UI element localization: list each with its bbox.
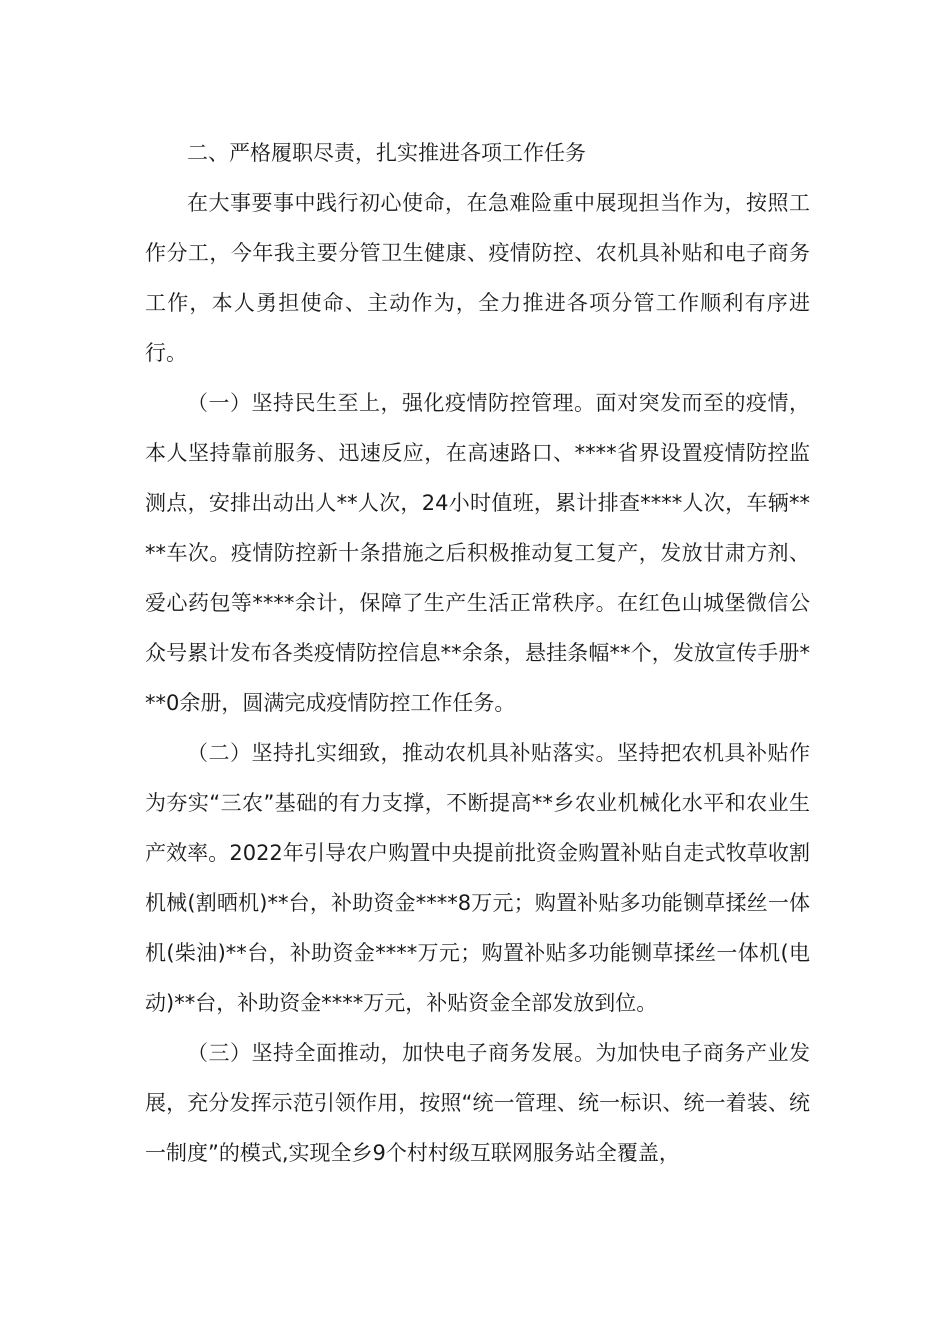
paragraph-epidemic-control: （一）坚持民生至上，强化疫情防控管理。面对突发而至的疫情，本人坚持靠前服务、迅速反应，在高速路口、****省界设置疫情防控监测点，安排出动出人**人次，24小时值班，累计排查****人次，车辆****车次。疫情防控新十条措施之后积极推动复工复产，发放甘肃方剂、爱心药包等****余计，保障了生产生活正常秩序。在红色山城堡微信公众号累计发布各类疫情防控信息**余条，悬挂条幅**个，发放宣传手册***0余册，圆满完成疫情防控工作任务。 [145,391,810,715]
paragraph-e-commerce: （三）坚持全面推动，加快电子商务发展。为加快电子商务产业发展，充分发挥示范引领作用，按照“统一管理、统一标识、统一着装、统一制度”的模式,实现全乡9个村村级互联网服务站全覆盖， [145,1041,810,1165]
paragraph-farm-machinery-subsidy: （二）坚持扎实细致，推动农机具补贴落实。坚持把农机具补贴作为夯实“三农”基础的有力支撑，不断提高**乡农业机械化水平和农业生产效率。2022年引导农户购置中央提前批资金购置补贴自走式牧草收割机械(割晒机)**台，补助资金****8万元；购置补贴多功能铡草揉丝一体机(柴油)**台，补助资金****万元；购置补贴多功能铡草揉丝一体机(电动)**台，补助资金****万元，补贴资金全部发放到位。 [145,741,810,1015]
document-body [145,128,810,1178]
section-heading: 二、严格履职尽责，扎实推进各项工作任务 [187,141,586,165]
paragraph-intro: 在大事要事中践行初心使命，在急难险重中展现担当作为，按照工作分工，今年我主要分管卫生健康、疫情防控、农机具补贴和电子商务工作，本人勇担使命、主动作为，全力推进各项分管工作顺利有序进行。 [145,191,810,365]
